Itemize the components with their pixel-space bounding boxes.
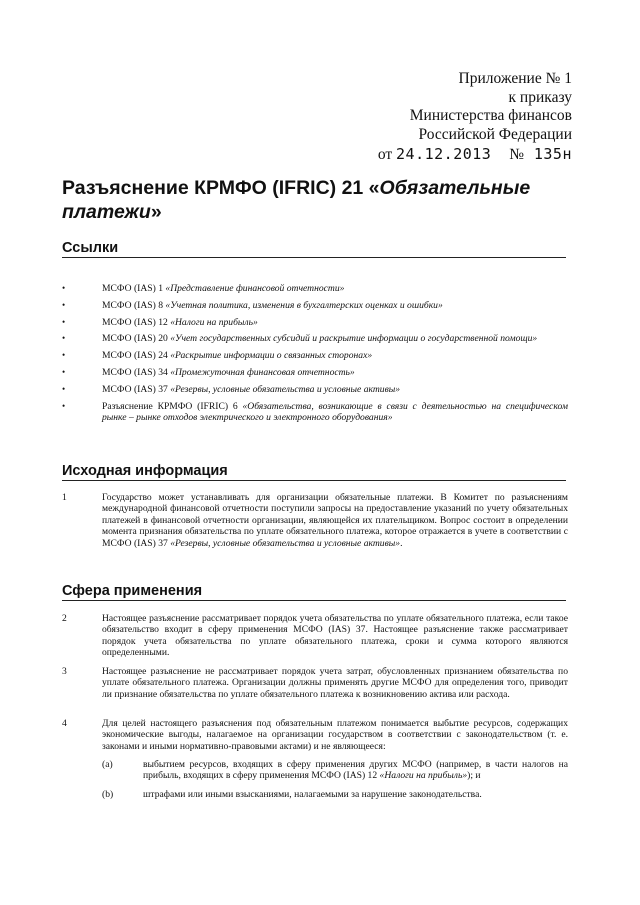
bullet-icon: •	[62, 283, 66, 293]
ref-title: «Раскрытие информации о связанных сторонах»	[170, 350, 373, 362]
subparagraph-italic: «Налоги на прибыль»	[379, 770, 468, 782]
ref-code: МСФО (IAS) 37	[102, 383, 171, 395]
list-item	[62, 300, 568, 311]
ref-title: «Промежуточная финансовая отчетность»	[170, 366, 355, 378]
title-italic: Обязательные платежи	[62, 177, 531, 223]
ref-code: МСФО (IAS) 20	[102, 333, 171, 345]
ref-title: «Обязательства, возникающие в связи с деятельностью на специфическом рынке – рынке отходов электрического и электронного оборудования»	[102, 400, 568, 423]
section-heading-references: Ссылки	[62, 240, 566, 258]
ref-code: МСФО (IAS) 12	[102, 316, 171, 328]
subparagraph-label: (a)	[102, 759, 113, 770]
paragraph-number: 1	[62, 492, 67, 503]
subparagraph-b	[102, 789, 568, 800]
subparagraph-text: выбытием ресурсов, входящих в сферу применения других МСФО (например, в части налогов на прибыль, входящих в сферу применения МСФО (IAS) 12	[143, 759, 568, 782]
document-title	[62, 176, 582, 224]
list-item	[62, 317, 568, 328]
subparagraph-a	[102, 759, 568, 782]
subparagraph-label: (b)	[102, 789, 114, 800]
paragraph-4	[62, 718, 568, 752]
paragraph-text: Настоящее разъяснение рассматривает порядок учета обязательства по уплате обязательного платежа, если такое обязательство входит в сферу применения МСФО (IAS) 37. Настоящее разъяснение также рассматривает порядок учета обязательства по уплате обязательного платежа, сроки и сумма которого являются определенными.	[102, 613, 568, 659]
bullet-icon: •	[62, 366, 66, 377]
paragraph-number: 4	[62, 718, 67, 729]
ref-code: МСФО (IAS) 34	[102, 366, 171, 378]
paragraph-italic: «Резервы, условные обязательства и условные активы»	[170, 537, 401, 549]
list-item	[62, 283, 568, 294]
bullet-icon: •	[62, 400, 66, 411]
bullet-icon: •	[62, 333, 66, 344]
paragraph-text: Государство может устанавливать для организации обязательные платежи. В Комитет по разъяснениям международной финансовой отчетности поступили запросы на предоставление указаний по учету обязательных платежей в финансовой отчетности организации, являющейся их плательщиком. Вопрос состоит в определении момента признания обязательства по уплате обязательного платежа, которое отражается в учете в соответствии с МСФО (IAS) 37	[102, 492, 568, 549]
ref-title: «Налоги на прибыль»	[170, 316, 258, 328]
paragraph-number: 2	[62, 613, 67, 624]
order-date-number	[378, 145, 572, 164]
references-list	[62, 283, 568, 429]
bullet-icon: •	[62, 299, 66, 310]
bullet-icon: •	[62, 383, 66, 394]
bullet-icon: •	[62, 316, 66, 327]
list-item	[62, 401, 568, 424]
appendix-line: Российской Федерации	[418, 125, 572, 143]
subparagraph-tail: ); и	[467, 770, 481, 782]
appendix-header	[410, 70, 572, 144]
ref-title: «Учетная политика, изменения в бухгалтерских оценках и ошибки»	[165, 299, 443, 311]
bullet-icon: •	[62, 350, 66, 361]
number-sign: №	[509, 146, 524, 163]
title-close: »	[150, 201, 162, 223]
list-item	[62, 367, 568, 378]
ref-title: «Резервы, условные обязательства и условные активы»	[170, 383, 401, 395]
ref-title: «Учет государственных субсидий и раскрытие информации о государственной помощи»	[170, 333, 538, 345]
from-label: от	[377, 146, 393, 163]
paragraph-text: Для целей настоящего разъяснения под обязательным платежом понимается выбытие ресурсов, содержащих экономические выгоды, налагаемое на организации государством в соответствии с законодательством (т. е. законами и иными нормативно-правовыми актами) и не являющееся:	[102, 718, 568, 752]
appendix-line: Приложение № 1	[458, 70, 572, 87]
list-item	[62, 333, 568, 344]
ref-code: МСФО (IAS) 24	[102, 350, 171, 362]
order-number: 135н	[533, 145, 572, 163]
paragraph-1	[62, 492, 568, 549]
paragraph-3	[62, 666, 568, 700]
list-item	[62, 350, 568, 361]
appendix-line: Министерства финансов	[409, 107, 572, 125]
appendix-line: к приказу	[508, 88, 572, 106]
subparagraph-text: штрафами или иными взысканиями, налагаемыми за нарушение законодательства.	[143, 789, 482, 800]
list-item	[62, 384, 568, 395]
ref-code: Разъяснение КРМФО (IFRIC) 6	[102, 400, 243, 412]
paragraph-tail: .	[400, 537, 403, 549]
ref-code: МСФО (IAS) 8	[102, 299, 166, 311]
paragraph-text: Настоящее разъяснение не рассматривает порядок учета затрат, обусловленных признанием обязательства по уплате обязательного платежа. Организации должны применять другие МСФО для определения того, приводит ли признание обязательства по уплате обязательного платежа к возникновению актива или расхода.	[102, 666, 568, 700]
section-heading-background: Исходная информация	[62, 463, 566, 481]
order-date: 24.12.2013	[396, 145, 492, 163]
section-heading-scope: Сфера применения	[62, 583, 566, 601]
paragraph-2	[62, 613, 568, 659]
ref-code: МСФО (IAS) 1	[102, 283, 166, 294]
title-plain: Разъяснение КРМФО (IFRIC) 21 «	[62, 177, 380, 199]
ref-title: «Представление финансовой отчетности»	[165, 283, 345, 294]
paragraph-number: 3	[62, 666, 67, 677]
